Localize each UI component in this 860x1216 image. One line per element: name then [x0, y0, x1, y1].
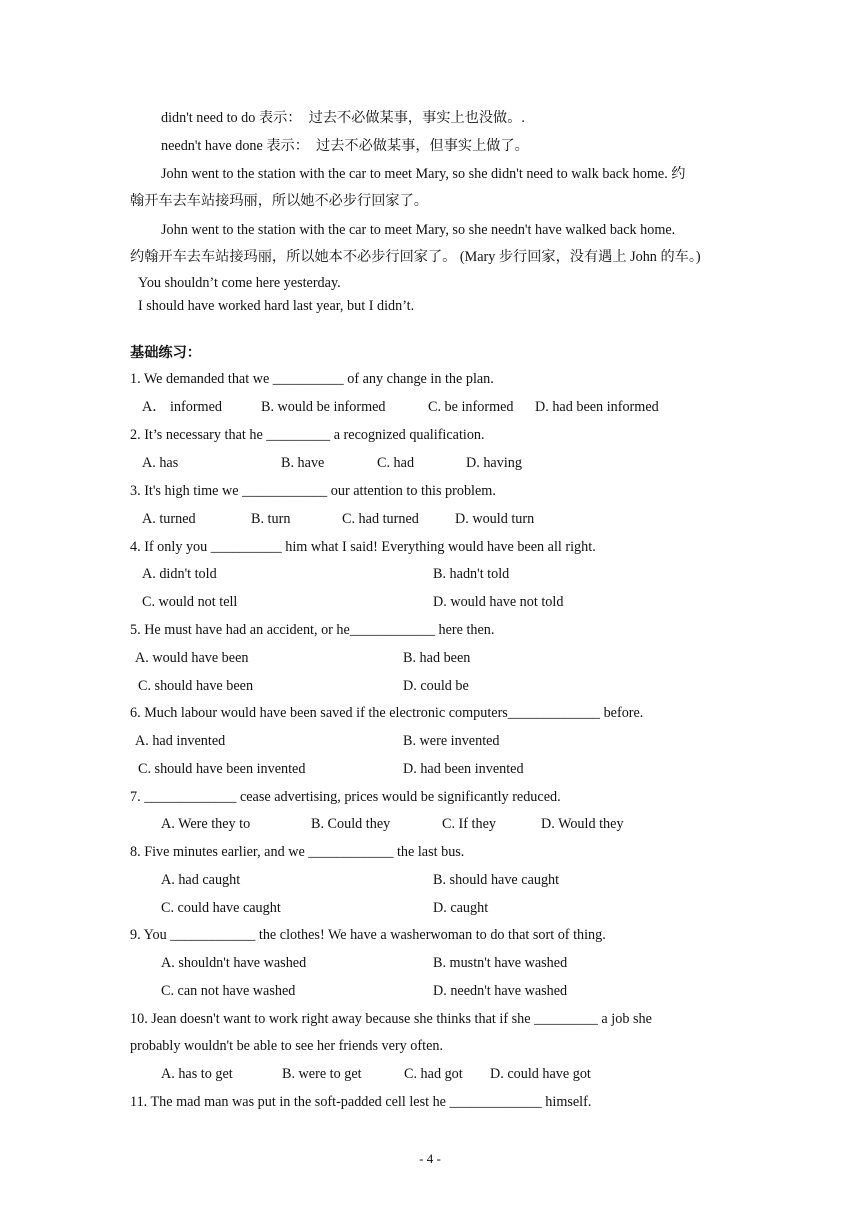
example-1-english: John went to the station with the car to meet Mary, so she didn't need to walk back home. 约: [161, 166, 686, 182]
option-c[interactable]: C. would not tell: [142, 594, 238, 610]
option-d[interactable]: D. would have not told: [433, 594, 564, 610]
option-b[interactable]: B. hadn't told: [433, 566, 510, 582]
question-stem: 4. If only you __________ him what I said! Everything would have been all right.: [130, 539, 596, 555]
example-2-english: John went to the station with the car to meet Mary, so she needn't have walked back home.: [161, 222, 676, 238]
question-stem: 3. It's high time we ____________ our attention to this problem.: [130, 483, 496, 499]
question-stem: 8. Five minutes earlier, and we ____________ the last bus.: [130, 844, 465, 860]
note-line-1: didn't need to do 表示： 过去不必做某事，事实上也没做。.: [161, 110, 525, 126]
option-b[interactable]: B. have: [281, 455, 325, 471]
option-b[interactable]: B. mustn't have washed: [433, 955, 568, 971]
option-a[interactable]: A. didn't told: [142, 566, 217, 582]
question-stem: 1. We demanded that we __________ of any change in the plan.: [130, 371, 494, 387]
question-stem-continued: probably wouldn't be able to see her friends very often.: [130, 1038, 444, 1054]
option-c[interactable]: C. had: [377, 455, 415, 471]
question-stem: 5. He must have had an accident, or he____________ here then.: [130, 622, 495, 638]
example-4: I should have worked hard last year, but I didn’t.: [138, 298, 415, 314]
option-d[interactable]: D. would turn: [455, 511, 535, 527]
option-a[interactable]: A. had caught: [161, 872, 241, 888]
option-d[interactable]: D. Would they: [541, 816, 624, 832]
section-title: 基础练习：: [130, 345, 201, 361]
option-d[interactable]: D. had been informed: [535, 399, 659, 415]
question-stem: 10. Jean doesn't want to work right away because she thinks that if she _________ a job she: [130, 1011, 652, 1027]
option-c[interactable]: C. should have been: [138, 678, 254, 694]
option-a[interactable]: A. has to get: [161, 1066, 233, 1082]
option-b[interactable]: B. turn: [251, 511, 291, 527]
option-b[interactable]: B. Could they: [311, 816, 391, 832]
example-3: You shouldn’t come here yesterday.: [138, 275, 341, 291]
option-c[interactable]: C. had turned: [342, 511, 419, 527]
option-a[interactable]: A. turned: [142, 511, 196, 527]
question-stem: 11. The mad man was put in the soft-padded cell lest he _____________ himself.: [130, 1094, 592, 1110]
option-c[interactable]: C. should have been invented: [138, 761, 306, 777]
option-a[interactable]: A. shouldn't have washed: [161, 955, 307, 971]
question-stem: 6. Much labour would have been saved if the electronic computers_____________ before.: [130, 705, 644, 721]
option-c[interactable]: C. had got: [404, 1066, 463, 1082]
option-c[interactable]: C. be informed: [428, 399, 514, 415]
option-a[interactable]: A. Were they to: [161, 816, 251, 832]
option-b[interactable]: B. were to get: [282, 1066, 362, 1082]
note-line-2: needn't have done 表示： 过去不必做某事，但事实上做了。: [161, 138, 529, 154]
option-d[interactable]: D. could be: [403, 678, 469, 694]
question-stem: 7. _____________ cease advertising, prices would be significantly reduced.: [130, 789, 561, 805]
option-b[interactable]: B. were invented: [403, 733, 500, 749]
option-c[interactable]: C. If they: [442, 816, 496, 832]
option-a[interactable]: A． informed: [142, 399, 222, 415]
option-a[interactable]: A. would have been: [135, 650, 249, 666]
option-c[interactable]: C. can not have washed: [161, 983, 296, 999]
example-1-chinese: 翰开车去车站接玛丽，所以她不必步行回家了。: [130, 193, 428, 209]
question-stem: 2. It’s necessary that he _________ a recognized qualification.: [130, 427, 485, 443]
page-number: - 4 -: [419, 1151, 441, 1166]
option-a[interactable]: A. had invented: [135, 733, 226, 749]
option-b[interactable]: B. would be informed: [261, 399, 386, 415]
example-2-chinese: 约翰开车去车站接玛丽，所以她本不必步行回家了。 (Mary 步行回家，没有遇上 John 的车。): [130, 249, 701, 265]
option-c[interactable]: C. could have caught: [161, 900, 281, 916]
option-d[interactable]: D. could have got: [490, 1066, 591, 1082]
option-b[interactable]: B. should have caught: [433, 872, 560, 888]
option-d[interactable]: D. caught: [433, 900, 489, 916]
option-a[interactable]: A. has: [142, 455, 179, 471]
question-stem: 9. You ____________ the clothes! We have a washerwoman to do that sort of thing.: [130, 927, 606, 943]
option-b[interactable]: B. had been: [403, 650, 471, 666]
option-d[interactable]: D. had been invented: [403, 761, 524, 777]
option-d[interactable]: D. needn't have washed: [433, 983, 568, 999]
option-d[interactable]: D. having: [466, 455, 522, 471]
